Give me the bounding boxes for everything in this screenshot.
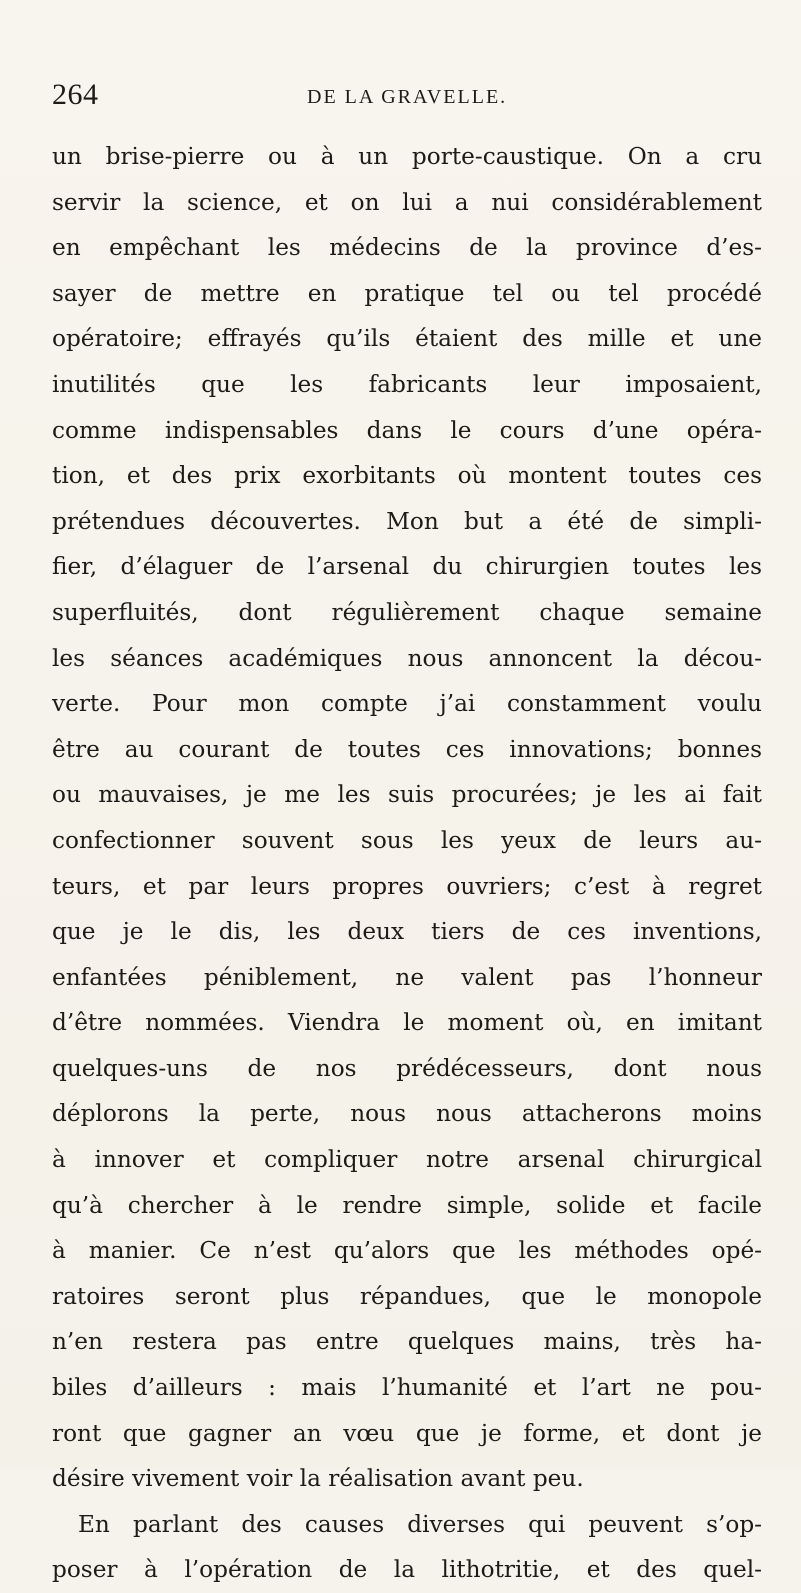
text-line: les séances académiques nous annoncent la décou- — [52, 644, 762, 672]
page-header — [52, 78, 752, 118]
text-line: que je le dis, les deux tiers de ces inventions, — [52, 918, 762, 946]
text-line: servir la science, et on lui a nui considérablement — [52, 188, 762, 216]
text-line: enfantées péniblement, ne valent pas l’honneur — [52, 963, 762, 991]
running-title: DE LA GRAVELLE. — [307, 86, 508, 108]
body-text — [52, 134, 762, 1593]
text-line: être au courant de toutes ces innovations; bonnes — [52, 735, 762, 763]
text-line: poser à l’opération de la lithotritie, et des quel- — [52, 1556, 762, 1584]
text-line: fier, d’élaguer de l’arsenal du chirurgien toutes les — [52, 553, 762, 581]
text-line: à innover et compliquer notre arsenal chirurgical — [52, 1146, 762, 1174]
text-line: biles d’ailleurs : mais l’humanité et l’art ne pou- — [52, 1374, 762, 1402]
text-line: prétendues découvertes. Mon but a été de simpli- — [52, 507, 762, 535]
text-line: superfluités, dont régulièrement chaque semaine — [52, 598, 762, 626]
text-line: quelques-uns de nos prédécesseurs, dont nous — [52, 1054, 762, 1082]
text-line: ou mauvaises, je me les suis procurées; je les ai fait — [52, 781, 762, 809]
text-line: inutilités que les fabricants leur imposaient, — [52, 370, 762, 398]
page-number: 264 — [52, 78, 99, 111]
text-line: un brise-pierre ou à un porte-caustique. On a cru — [52, 143, 762, 170]
text-line: comme indispensables dans le cours d’une opéra- — [52, 416, 762, 444]
text-line: d’être nommées. Viendra le moment où, en imitant — [52, 1009, 762, 1037]
text-line: sayer de mettre en pratique tel ou tel procédé — [52, 279, 762, 307]
text-line: déplorons la perte, nous nous attacherons moins — [52, 1100, 762, 1128]
text-line: qu’à chercher à le rendre simple, solide et facile — [52, 1191, 762, 1219]
text-line: tion, et des prix exorbitants où montent toutes ces — [52, 462, 762, 490]
text-line: verte. Pour mon compte j’ai constamment voulu — [52, 690, 762, 718]
text-line: en empêchant les médecins de la province d’es- — [52, 234, 762, 262]
text-line: confectionner souvent sous les yeux de leurs au- — [52, 826, 762, 854]
text-line: teurs, et par leurs propres ouvriers; c’est à regret — [52, 872, 762, 900]
text-line: à manier. Ce n’est qu’alors que les méthodes opé- — [52, 1237, 762, 1265]
text-line: opératoire; effrayés qu’ils étaient des mille et une — [52, 325, 762, 353]
text-line: désire vivement voir la réalisation avant peu. — [52, 1465, 584, 1493]
text-line: ratoires seront plus répandues, que le monopole — [52, 1282, 762, 1310]
text-line: n’en restera pas entre quelques mains, très ha- — [52, 1328, 762, 1356]
text-line: En parlant des causes diverses qui peuvent s’op- — [78, 1510, 762, 1538]
text-line: ront que gagner an vœu que je forme, et dont je — [52, 1419, 762, 1447]
